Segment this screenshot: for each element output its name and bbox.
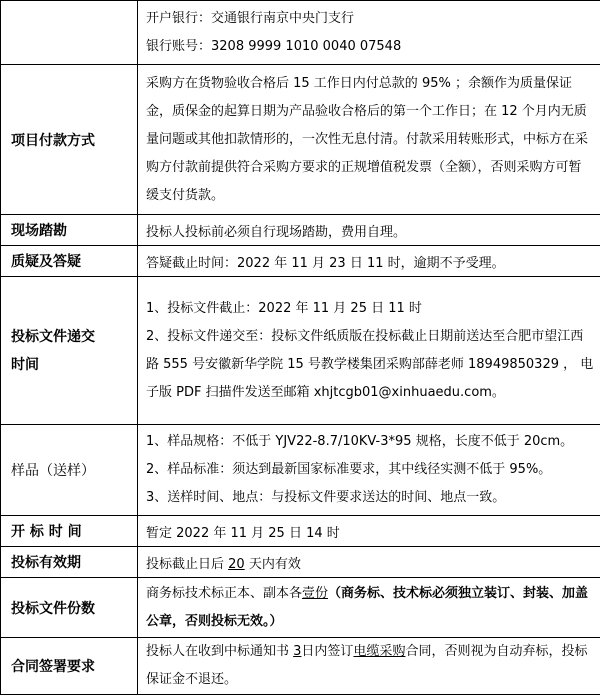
copies-label: 投标文件份数	[1, 578, 138, 638]
sample-row	[1, 425, 600, 516]
copies-content-cell	[138, 578, 600, 638]
opening-label: 开 标 时 间	[1, 516, 138, 547]
submission-item-2: 2、投标文件递交至：投标文件纸质版在投标截止日期前送达至合肥市望江西路 555 号安徽新华学院 15 号教学楼集团采购部薛老师 18949850329 ， 电子版 PDF 扫描件发送至邮箱 xhjtcgb01@xinhuaedu.com。	[146, 323, 594, 407]
payment-content-cell	[138, 65, 600, 215]
qa-label: 质疑及答疑	[1, 246, 138, 277]
sample-item-3: 3、送样时间、地点：与投标文件要求送达的时间、地点一致。	[146, 484, 594, 512]
contract-subject: 电缆采购	[353, 644, 405, 659]
payment-text: 采购方在货物验收合格后 15 工作日内付总款的 95% ；余额作为质量保证金，质保金的起算日期为产品验收合格后的第一个工作日；在 12 个月内无质量问题或其他扣款情形的，一次性无息付清。付款采用转账形式，中标方在采购方付款前提供符合采购方要求的正规增值税发票（全额），否则采购方可暂缓支付货款。	[146, 70, 594, 210]
payment-label: 项目付款方式	[1, 65, 138, 215]
sample-label: 样品（送样）	[1, 425, 138, 516]
validity-days: 20	[228, 557, 245, 572]
bank-account: 银行账号：3208 9999 1010 0040 07548	[146, 33, 594, 61]
site-visit-row	[1, 215, 600, 246]
submission-content-cell	[138, 277, 600, 425]
qa-row	[1, 246, 600, 277]
qa-text: 答疑截止时间：2022 年 11 月 23 日 11 时，逾期不予受理。	[138, 246, 600, 277]
sample-item-1: 1、样品规格：不低于 YJV22-8.7/10KV-3*95 规格，长度不低于 20cm。	[146, 428, 594, 456]
validity-prefix: 投标截止日后	[146, 557, 228, 572]
validity-content-cell	[138, 547, 600, 578]
contract-part3: 合同，否则视为自动弃标，投标保证金不退还。	[146, 644, 587, 687]
bank-content-cell	[138, 1, 600, 65]
contract-label: 合同签署要求	[1, 638, 138, 695]
validity-row	[1, 547, 600, 578]
bank-name: 开户银行：交通银行南京中央门支行	[146, 5, 594, 33]
bank-label-cell	[1, 1, 138, 65]
validity-label: 投标有效期	[1, 547, 138, 578]
opening-text: 暂定 2022 年 11 月 25 日 14 时	[138, 516, 600, 547]
site-visit-text: 投标人投标前必须自行现场踏勘，费用自理。	[138, 215, 600, 246]
contract-part1: 投标人在收到中标通知书	[146, 644, 293, 659]
copies-bold-note: （商务标、技术标必须独立装订、封装、加盖公章，否则投标无效。）	[146, 586, 588, 629]
contract-row	[1, 638, 600, 695]
contract-days: 3	[293, 644, 301, 659]
copies-count: 壹份	[302, 586, 328, 601]
submission-row	[1, 277, 600, 425]
submission-label-cell	[1, 277, 138, 425]
opening-row	[1, 516, 600, 547]
copies-text	[146, 580, 594, 636]
sample-content-cell	[138, 425, 600, 516]
contract-content-cell	[138, 638, 600, 695]
submission-label-line1: 投标文件递交	[11, 323, 137, 351]
payment-row	[1, 65, 600, 215]
validity-suffix: 天内有效	[245, 557, 301, 572]
sample-item-2: 2、样品标准：须达到最新国家标准要求，其中线径实测不低于 95%。	[146, 456, 594, 484]
site-visit-label: 现场踏勘	[1, 215, 138, 246]
submission-label-line2: 时间	[11, 351, 137, 379]
contract-part2: 日内签订	[301, 644, 353, 659]
copies-prefix: 商务标技术标正本、副本各	[146, 586, 302, 601]
bank-row	[1, 1, 600, 65]
submission-item-1: 1、投标文件截止：2022 年 11 月 25 日 11 时	[146, 295, 594, 323]
copies-row	[1, 578, 600, 638]
contract-text	[146, 638, 594, 694]
